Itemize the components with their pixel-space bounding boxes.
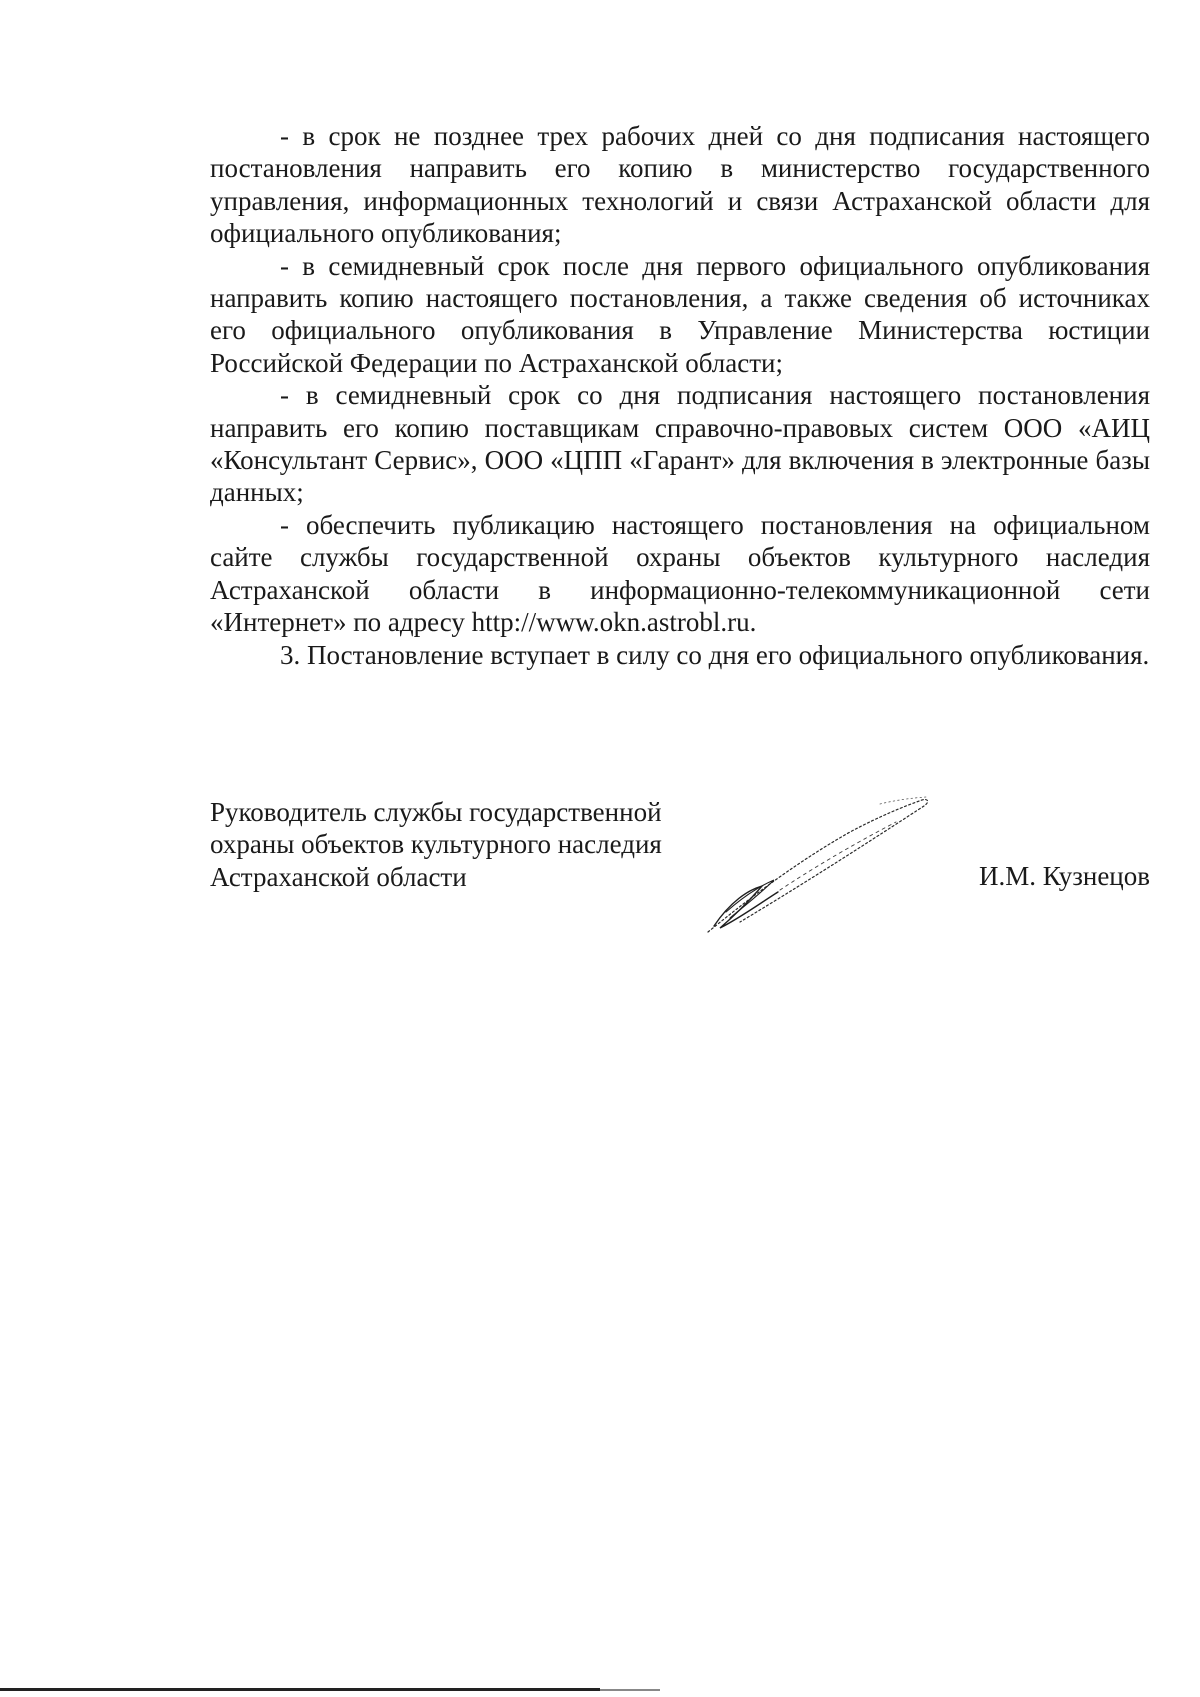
paragraph-legal-systems-copy: - в семидневный срок со дня подписания настоящего постановления направить его копию поставщикам справочно-правовых систем ООО «АИЦ «Консультант Сервис», ООО «ЦПП «Гарант» для включения в электронные базы данных;: [210, 380, 1150, 508]
signer-title-line: охраны объектов культурного наследия: [210, 829, 662, 860]
paragraph-entry-into-force: 3. Постановление вступает в силу со дня его официального опубликования.: [280, 639, 1150, 670]
page-edge-rule-faint: [600, 1689, 660, 1691]
handwritten-signature: [700, 794, 940, 944]
signer-title-line: Руководитель службы государственной: [210, 797, 662, 827]
signer-title-line: Астраханской области: [210, 861, 467, 892]
paragraph-publication-copy: - в срок не позднее трех рабочих дней со дня подписания настоящего постановления направить его копию в министерство государственного управления, информационных технологий и связи Астраханской области для официального опубликования;: [210, 121, 1150, 249]
signer-name: И.М. Кузнецов: [978, 861, 1150, 891]
document-body: [210, 120, 1150, 671]
page-edge-rule: [0, 1688, 600, 1691]
paragraph-justice-ministry-copy: - в семидневный срок после дня первого официального опубликования направить копию настоящего постановления, а также сведения об источниках его официального опубликования в Управление Министерства юстиции Российской Федерации по Астраханской области;: [210, 250, 1150, 378]
paragraph-website-publication: - обеспечить публикацию настоящего постановления на официальном сайте службы государственной охраны объектов культурного наследия Астраханской области в информационно-телекоммуникационной сети «Интернет» по адресу http://www.okn.astrobl.ru.: [210, 509, 1150, 638]
signature-block: [210, 796, 1150, 946]
signer-title: [210, 796, 662, 893]
